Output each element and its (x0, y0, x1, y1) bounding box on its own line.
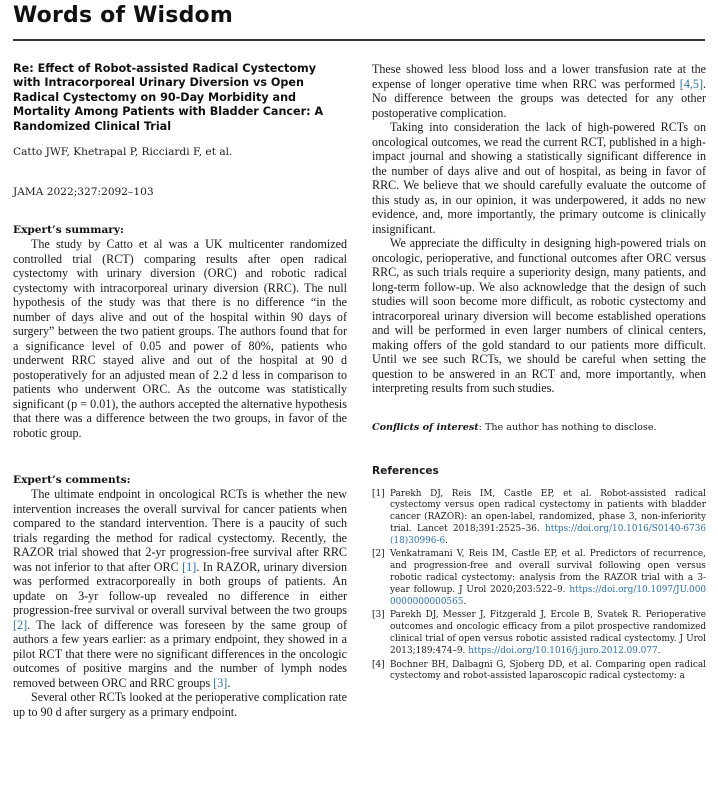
comments-paragraph-1 (13, 487, 347, 690)
text-segment: . (227, 675, 231, 690)
reference-doi-link[interactable]: https://doi.org/10.1016/j.juro.2012.09.077 (468, 645, 658, 656)
text-segment: . (657, 645, 661, 656)
text-segment: . (445, 535, 448, 546)
article-authors: Catto JWF, Khetrapal P, Ricciardi F, et al. (13, 146, 233, 159)
comments-heading: Expert’s comments: (13, 474, 131, 487)
conflicts-of-interest (372, 421, 706, 434)
reference-item (372, 610, 706, 657)
text-segment: . In RAZOR, urinary diversion was performed extracorporeally in both groups of patients. An update on 3-yr follow-up revealed no difference in either progression-free survival or overall survival between the two groups (13, 559, 348, 618)
reference-number: [3] (372, 610, 385, 621)
text-segment: . The lack of difference was foreseen by the same group of authors a few years earlier: as a primary endpoint, they showed in a pilot RCT that there were no significant differences in the oncologic outcomes of positive margins and the number of lymph nodes removed between ORC and RRC groups (13, 617, 347, 690)
reference-text: Parekh DJ, Reis IM, Castle EP, et al. Robot-assisted radical cystectomy versus open radical cystectomy in patients with bladder cancer (RAZOR): an open-label, randomized, phase 3, non-inferiority trial. Lancet 2018;391:2525–36. (390, 488, 706, 534)
references-heading: References (372, 464, 439, 477)
article-title: Re: Effect of Robot-assisted Radical Cystectomy with Intracorporeal Urinary Diversion vs Open Radical Cystectomy on 90-Day Morbidity and Mortality Among Patients with Bladder Cancer: A Randomized Clinical Trial (13, 62, 324, 133)
reference-text: Venkatramani V, Reis IM, Castle EP, et al. Predictors of recurrence, and progression-free and overall survival following open versus robotic radical cystectomy: analysis from the RAZOR trial with a 3-year followup. J Urol 2020;203:522–9. (390, 549, 706, 595)
article-citation: JAMA 2022;327:2092–103 (13, 186, 154, 199)
summary-paragraph: The study by Catto et al was a UK multicenter randomized controlled trial (RCT) comparing results after open radical cystectomy with urinary diversion (ORC) and robotic radical cystectomy with intracorporeal urinary diversion (RRC). The null hypothesis of the study was that there is no difference “in the number of days alive and out of the hospital within 90 days of surgery” between the two patient groups. The authors found that for a significance level of 0.05 and power of 80%, patients who underwent RRC stayed alive and out of the hospital at 90 d postoperatively for an adjusted mean of 2.2 d less in comparison to patients who underwent ORC. As the outcome was statistically significant (p = 0.01), the authors accepted the alternative hypothesis that there was a difference between the two groups, in favor of the robotic group. (13, 237, 347, 440)
section-title: Words of Wisdom (13, 3, 233, 28)
text-segment: The ultimate endpoint in oncological RCTs is whether the new intervention increases the overall survival for cancer patients when compared to the standard intervention. There is a paucity of such trials regarding the method for radical cystectomy. Recently, the RAZOR trial showed that 2-yr progression-free survival after RRC was not inferior to that after ORC (13, 487, 347, 574)
citation-link-2[interactable]: [2] (13, 617, 28, 632)
left-column (13, 62, 347, 719)
conflicts-label: Conflicts of interest (372, 421, 479, 433)
reference-number: [4] (372, 659, 385, 670)
conflicts-text: : The author has nothing to disclose. (478, 421, 657, 433)
reference-item (372, 489, 706, 548)
reference-number: [2] (372, 549, 385, 560)
comments-paragraph-3 (372, 62, 706, 120)
reference-list (372, 489, 706, 684)
comments-paragraph-2: Several other RCTs looked at the perioperative complication rate up to 90 d after surgery as a primary endpoint. (13, 690, 347, 719)
text-segment: . (463, 596, 467, 607)
right-column (372, 62, 706, 685)
reference-text: Bochner BH, Dalbagni G, Sjoberg DD, et al. Comparing open radical cystectomy and robot-assisted laparoscopic radical cystectomy: a (390, 659, 706, 682)
citation-link-3[interactable]: [3] (213, 675, 228, 690)
citation-link-1[interactable]: [1] (182, 559, 197, 574)
summary-heading: Expert’s summary: (13, 224, 124, 237)
comments-paragraph-4: Taking into consideration the lack of high-powered RCTs on oncological outcomes, we read the current RCT, published in a high-impact journal and showing a statistically significant difference in the number of days alive and out of hospital, as being in favor of RRC. We believe that we should carefully evaluate the outcome of this study as, in our opinion, it was underpowered, it adds no new evidence, and, more importantly, the primary outcome is clinically insignificant. (372, 120, 706, 236)
comments-paragraph-5: We appreciate the difficulty in designing high-powered trials on oncologic, perioperative, and functional outcomes after ORC versus RRC, as such trials require a superiority design, many patients, and long-term follow-up. We also acknowledge that the design of such studies will soon become more difficult, as robotic cystectomy and intracorporeal urinary diversion will become established operations and will be performed in even larger numbers of clinical centers, making offers of the gold standard to our patients more difficult. Until we see such RCTs, we should be careful when setting the question to be answered in an RCT and, more importantly, when interpreting results from such studies. (372, 236, 706, 395)
reference-item (372, 549, 706, 608)
reference-doi-link[interactable]: https://doi.org/10.1016/S0140-6736(18)30996-6 (390, 523, 706, 546)
reference-text: Parekh DJ, Messer J, Fitzgerald J, Ercole B, Svatek R. Perioperative outcomes and oncologic efficacy from a pilot prospective randomized clinical trial of open versus robotic assisted radical cystectomy. J Urol 2013;189:474–9. (390, 610, 706, 656)
reference-doi-link[interactable]: https://doi.org/10.1097/JU.0000000000000565 (390, 584, 706, 607)
reference-item (372, 660, 706, 684)
text-segment: These showed less blood loss and a lower transfusion rate at the expense of longer operative time when RRC was performed (372, 62, 706, 91)
text-segment: . No difference between the groups was detected for any other postoperative complication. (372, 76, 706, 120)
reference-number: [1] (372, 488, 385, 499)
header-rule (13, 39, 705, 41)
citation-link-4-5[interactable]: [4,5] (679, 76, 703, 91)
